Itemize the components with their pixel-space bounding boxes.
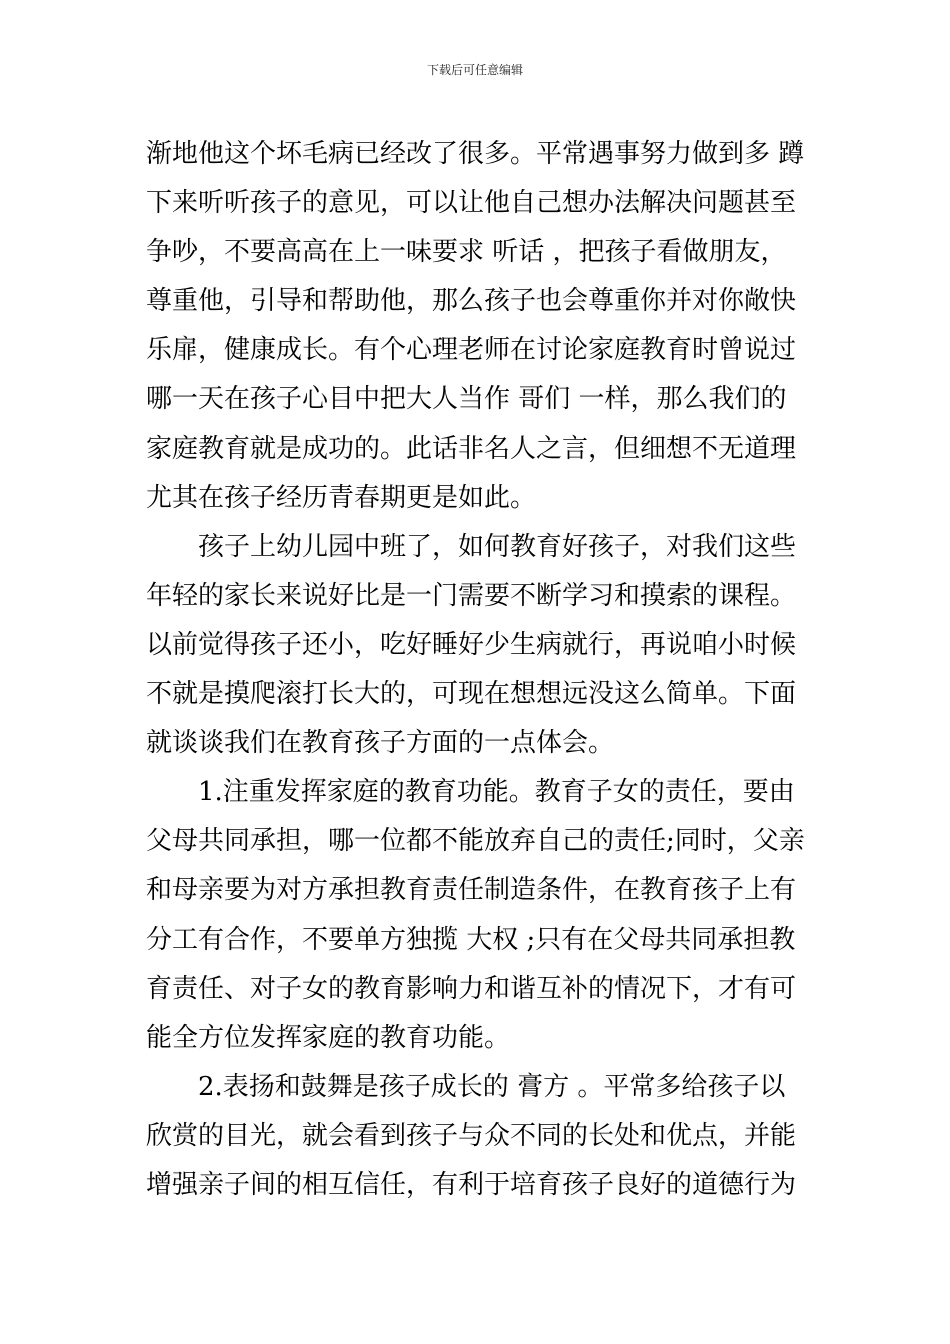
paragraph-start-line: 孩子上幼儿园中班了，如何教育好孩子，对我们这些 xyxy=(198,531,797,562)
document-body xyxy=(146,130,816,1210)
text-line: 尤其在孩子经历青春期更是如此。 xyxy=(146,482,537,513)
text-line: 哪一天在孩子心目中把大人当作 哥们 一样，那么我们的 xyxy=(146,384,787,415)
text-line: 分工有合作，不要单方独揽 大权 ;只有在父母共同承担教 xyxy=(146,924,796,955)
text-line: 家庭教育就是成功的。此话非名人之言，但细想不无道理 xyxy=(146,433,797,464)
paragraph-start-line: 2.表扬和鼓舞是孩子成长的 膏方 。平常多给孩子以 xyxy=(198,1071,786,1102)
text-line: 能全方位发挥家庭的教育功能。 xyxy=(146,1022,511,1053)
paragraph-start-line: 1.注重发挥家庭的教育功能。教育子女的责任，要由 xyxy=(198,777,795,808)
text-line: 增强亲子间的相互信任，有利于培育孩子良好的道德行为 xyxy=(146,1169,797,1200)
page-header: 下载后可任意编辑 xyxy=(426,63,523,77)
text-line: 父母共同承担，哪一位都不能放弃自己的责任;同时，父亲 xyxy=(146,826,805,857)
text-line: 欣赏的目光，就会看到孩子与众不同的长处和优点，并能 xyxy=(146,1120,797,1151)
text-line: 年轻的家长来说好比是一门需要不断学习和摸索的课程。 xyxy=(146,580,797,611)
text-line: 不就是摸爬滚打长大的，可现在想想远没这么简单。下面 xyxy=(146,679,797,710)
text-line: 以前觉得孩子还小，吃好睡好少生病就行，再说咱小时候 xyxy=(146,629,797,660)
text-line: 下来听听孩子的意见，可以让他自己想办法解决问题甚至 xyxy=(146,188,797,219)
text-line: 就谈谈我们在教育孩子方面的一点体会。 xyxy=(146,728,615,759)
text-line: 乐扉，健康成长。有个心理老师在讨论家庭教育时曾说过 xyxy=(146,335,797,366)
text-line: 和母亲要为对方承担教育责任制造条件，在教育孩子上有 xyxy=(146,875,797,906)
text-line: 渐地他这个坏毛病已经改了很多。平常遇事努力做到多 蹲 xyxy=(146,139,805,169)
text-line: 尊重他，引导和帮助他，那么孩子也会尊重你并对你敞快 xyxy=(146,286,797,317)
text-line: 争吵，不要高高在上一味要求 听话 ，把孩子看做朋友， xyxy=(146,237,787,268)
text-line: 育责任、对子女的教育影响力和谐互补的情况下，才有可 xyxy=(146,973,797,1004)
